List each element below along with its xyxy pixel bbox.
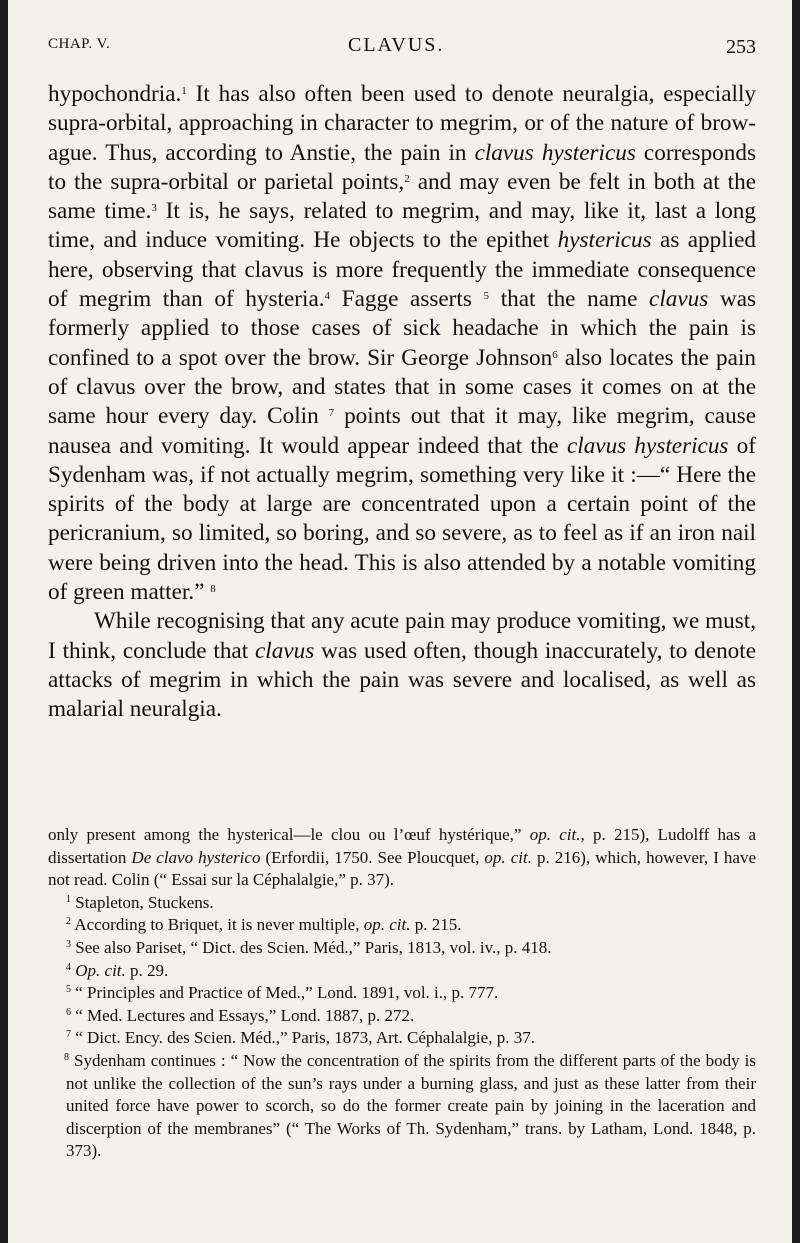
text-run: hypochondria. — [48, 81, 182, 107]
text-run: p. 216), which, however, I have not read. Colin (“ Essai sur la Céphalalgie,” p. 37). — [48, 847, 756, 890]
text-run: was formerly applied to those cases of sick headache in which the pain is confined to a spot over the brow. Sir George Johnson — [48, 286, 757, 371]
text-run: It has also often been used to denote neuralgia, especially supra-orbital, approaching in character to megrim, or of the nature of brow-ague. Thus, according to Anstie, the pain in — [48, 81, 756, 166]
footnote-number: 4 — [66, 961, 71, 973]
italic-term: hystericus — [557, 227, 652, 254]
italic-term: clavus — [255, 637, 315, 664]
text-run: According to Briquet, it is never multiple, — [74, 915, 364, 935]
footnote-ref-2: 2 — [404, 172, 410, 185]
book-page — [8, 0, 792, 1243]
footnote-number: 8 — [64, 1051, 69, 1063]
text-run: It is, he says, related to megrim, and may, like it, last a long time, and induce vomiting. He objects to the epithet — [48, 198, 756, 254]
text-run: , p. 215), Ludolff has a dissertation — [48, 825, 756, 867]
text-run: “ Dict. Ency. des Scien. Méd.,” Paris, 1873, Art. Céphalalgie, p. 37. — [75, 1028, 535, 1048]
footnote-ref-7: 7 — [328, 407, 335, 420]
footnote-ref-5: 5 — [483, 290, 490, 303]
text-run: only present among the hysterical—le clou ou l’œuf hystérique,” — [48, 825, 530, 844]
text-run: See also Pariset, “ Dict. des Scien. Méd.,” Paris, 1813, vol. iv., p. 418. — [75, 937, 552, 957]
footnote-3 — [48, 937, 756, 960]
footnote-8 — [48, 1050, 756, 1163]
text-run: was used often, though inaccurately, to denote attacks of megrim in which the pain was severe and localised, as well as malarial neuralgia. — [48, 637, 756, 723]
text-run: (Erfordii, 1750. See Ploucquet, — [260, 847, 485, 867]
footnote-6 — [48, 1005, 756, 1028]
text-run: Stapleton, Stuckens. — [75, 892, 214, 912]
italic-term: op. cit. — [529, 825, 581, 844]
text-run: that the name — [489, 286, 650, 313]
text-run: While recognising that any acute pain may produce vomiting, we must, I think, conclude that — [48, 608, 756, 664]
text-run: corresponds to the supra-orbital or parietal points, — [48, 139, 756, 195]
footnote-ref-4: 4 — [324, 290, 331, 303]
running-title: CLAVUS. — [348, 34, 445, 56]
footnote-number: 7 — [66, 1029, 71, 1041]
page-number: 253 — [726, 36, 756, 58]
italic-term: De clavo hysterico — [131, 847, 261, 867]
text-run: and may even be felt in both at the same time. — [48, 168, 757, 225]
text-run: points out that it may, like megrim, cause nausea and vomiting. It would appear indeed that the — [48, 403, 756, 459]
italic-term: Op. cit. — [75, 960, 126, 980]
paragraph-1 — [48, 80, 756, 607]
text-run: p. 29. — [125, 960, 169, 980]
chapter-label: CHAP. V. — [48, 36, 111, 52]
text-run: “ Principles and Practice of Med.,” Lond. 1891, vol. i., p. 777. — [75, 983, 499, 1003]
italic-term: clavus — [649, 286, 709, 313]
footnote-5 — [48, 982, 756, 1005]
footnote-number: 1 — [66, 893, 71, 905]
footnote-number: 6 — [66, 1006, 71, 1018]
footnote-number: 2 — [66, 916, 71, 928]
text-run: Sydenham continues : “ Now the concentration of the spirits from the different parts of the body is not unlike the collection of the sun’s rays under a burning glass, and just as these latter from their united force have power to scorch, so do the former create pain by joining in the laceration and discerption of the membranes” (“ The Works of Th. Sydenham,” trans. by Latham, Lond. 1848, p. 373). — [66, 1050, 757, 1161]
footnote-continuation — [48, 824, 756, 892]
footnote-number: 5 — [66, 984, 71, 996]
text-run: as applied here, observing that clavus is more frequently the immediate consequence of megrim than of hysteria. — [48, 227, 756, 313]
footnote-4 — [48, 960, 756, 983]
footnotes — [48, 824, 756, 1163]
main-text — [48, 80, 756, 725]
footnote-2 — [48, 914, 756, 937]
footnote-1 — [48, 892, 756, 915]
footnote-number: 3 — [66, 938, 71, 950]
footnote-7 — [48, 1027, 756, 1050]
running-header — [48, 34, 756, 60]
text-run: Fagge asserts — [330, 286, 484, 313]
text-run: p. 215. — [410, 915, 462, 935]
italic-term: op. cit. — [484, 847, 532, 867]
text-run: of Sydenham was, if not actually megrim, something very like it :—“ Here the spirits of the body at large are concentrated upon a certain point of the pericranium, so limited, so boring, and so severe, as to feel as if an iron nail were being driven into the head. This is also attended by a notable vomiting of green matter.” — [48, 432, 756, 606]
italic-term: op. cit. — [363, 915, 411, 935]
footnote-ref-6: 6 — [552, 348, 558, 361]
footnote-ref-3: 3 — [151, 202, 157, 215]
paragraph-2 — [48, 607, 756, 724]
italic-term: clavus hystericus — [566, 432, 729, 459]
text-run: also locates the pain of clavus over the brow, and states that in some cases it comes on at the same hour every day. Colin — [48, 344, 756, 430]
italic-term: clavus hystericus — [474, 139, 636, 166]
footnote-ref-8: 8 — [210, 583, 216, 596]
footnote-ref-1: 1 — [181, 85, 187, 97]
text-run: “ Med. Lectures and Essays,” Lond. 1887, p. 272. — [75, 1005, 415, 1025]
